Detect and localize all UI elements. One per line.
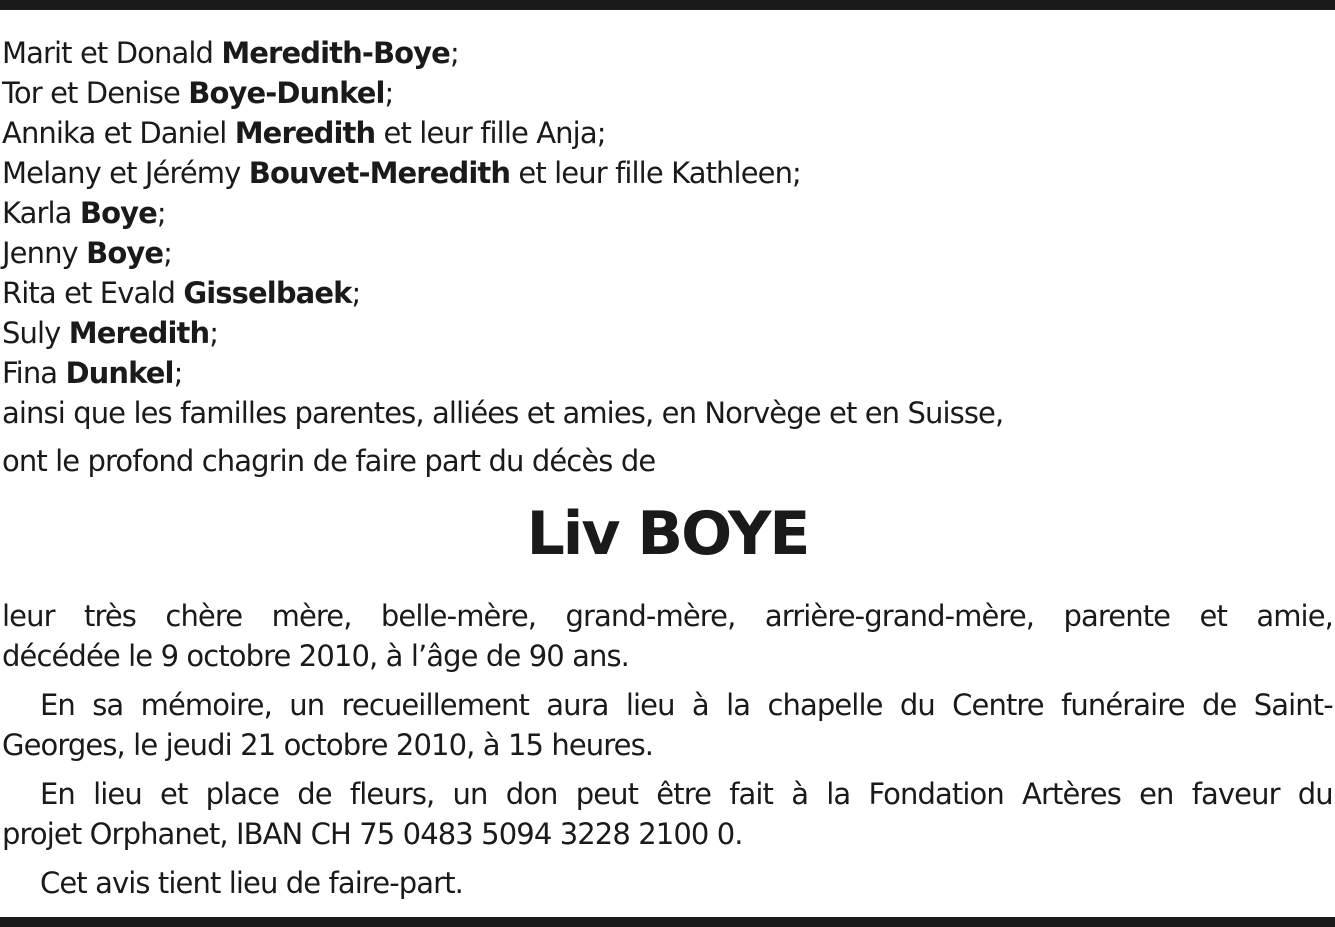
family-names: Tor et Denise	[2, 76, 189, 110]
family-surname: Boye-Dunkel	[188, 76, 385, 110]
relatives-text: ainsi que les familles parentes, alliées et amies, en Norvège et en Suisse,	[2, 396, 1004, 430]
word: de	[1201, 688, 1237, 722]
word: lieu	[625, 688, 675, 722]
word: du	[1297, 777, 1333, 811]
family-line	[2, 113, 1332, 153]
word: à	[691, 688, 709, 722]
word: fleurs,	[349, 777, 435, 811]
relatives-line	[2, 393, 1332, 433]
word: du	[899, 688, 935, 722]
word: être	[656, 777, 712, 811]
word: faveur	[1191, 777, 1280, 811]
ceremony-paragraph	[2, 685, 1333, 765]
family-surname: Boye	[86, 236, 164, 270]
word: place	[205, 777, 280, 811]
family-names: Annika et Daniel	[2, 116, 235, 150]
word: Artères	[1022, 777, 1121, 811]
word: recueillement	[341, 688, 529, 722]
closing-paragraph	[2, 863, 1333, 903]
word: mémoire,	[140, 688, 272, 722]
family-suffix: et leur fille Anja;	[375, 116, 606, 150]
family-line	[2, 353, 1332, 393]
word: de	[297, 777, 332, 811]
family-suffix: ;	[173, 356, 183, 390]
word: un	[289, 688, 325, 722]
family-surname: Meredith	[234, 116, 376, 150]
family-surname: Bouvet-Meredith	[248, 156, 511, 190]
word: En	[40, 777, 75, 811]
word: chapelle	[767, 688, 883, 722]
word: aura	[546, 688, 609, 722]
family-suffix: ;	[209, 316, 219, 350]
family-surname: Gisselbaek	[183, 276, 352, 310]
word: la	[826, 777, 851, 811]
family-names: Melany et Jérémy	[2, 156, 249, 190]
family-line	[2, 313, 1332, 353]
family-names: Jenny	[2, 236, 87, 270]
word: funéraire	[1061, 688, 1185, 722]
word: chère	[165, 599, 243, 633]
word: grand-mère,	[565, 599, 736, 633]
donation-line-2: projet Orphanet, IBAN CH 75 0483 5094 3228 2100 0.	[2, 817, 743, 851]
word: don	[505, 777, 558, 811]
ceremony-line-2: Georges, le jeudi 21 octobre 2010, à 15 heures.	[2, 728, 654, 762]
relationship-line-1	[2, 596, 1333, 636]
family-suffix: et leur fille Kathleen;	[510, 156, 801, 190]
donation-line-1	[2, 774, 1333, 814]
word: très	[84, 599, 137, 633]
family-list	[2, 33, 1332, 433]
word: leur	[2, 599, 55, 633]
family-line	[2, 233, 1332, 273]
family-names: Marit et Donald	[2, 36, 222, 70]
family-suffix: ;	[156, 196, 166, 230]
word: mère,	[271, 599, 352, 633]
closing-line: Cet avis tient lieu de faire-part.	[40, 866, 463, 900]
bottom-border-rule	[0, 917, 1335, 927]
top-border-rule	[0, 0, 1335, 10]
word: peut	[575, 777, 639, 811]
family-line	[2, 73, 1332, 113]
family-names: Rita et Evald	[2, 276, 184, 310]
word: un	[452, 777, 488, 811]
word: lieu	[93, 777, 142, 811]
family-names: Karla	[2, 196, 80, 230]
family-names: Suly	[2, 316, 69, 350]
word: amie,	[1256, 599, 1333, 633]
word: la	[726, 688, 751, 722]
family-line	[2, 193, 1332, 233]
deceased-name: Liv BOYE	[526, 499, 809, 569]
family-surname: Boye	[79, 196, 157, 230]
word: Saint-	[1253, 688, 1333, 722]
relationship-paragraph	[2, 596, 1333, 676]
family-surname: Meredith	[68, 316, 210, 350]
word: fait	[729, 777, 774, 811]
relationship-line-2: décédée le 9 octobre 2010, à l’âge de 90 ans.	[2, 639, 629, 673]
family-names: Fina	[2, 356, 66, 390]
word: et	[1199, 599, 1227, 633]
family-suffix: ;	[163, 236, 173, 270]
word: parente	[1063, 599, 1171, 633]
family-suffix: ;	[449, 36, 459, 70]
family-line	[2, 273, 1332, 313]
family-suffix: ;	[351, 276, 361, 310]
family-surname: Meredith-Boye	[221, 36, 450, 70]
ceremony-line-1	[2, 685, 1333, 725]
word: et	[160, 777, 188, 811]
word: Fondation	[868, 777, 1004, 811]
word: belle-mère,	[380, 599, 537, 633]
notice-body	[2, 596, 1333, 912]
word: en	[1139, 777, 1174, 811]
word: En	[40, 688, 75, 722]
word: arrière-grand-mère,	[764, 599, 1035, 633]
word: à	[791, 777, 809, 811]
family-surname: Dunkel	[65, 356, 174, 390]
family-line	[2, 153, 1332, 193]
donation-paragraph	[2, 774, 1333, 854]
word: Centre	[952, 688, 1044, 722]
announcement-intro: ont le profond chagrin de faire part du décès de	[2, 444, 656, 478]
word: sa	[92, 688, 124, 722]
family-suffix: ;	[384, 76, 394, 110]
family-line	[2, 33, 1332, 73]
